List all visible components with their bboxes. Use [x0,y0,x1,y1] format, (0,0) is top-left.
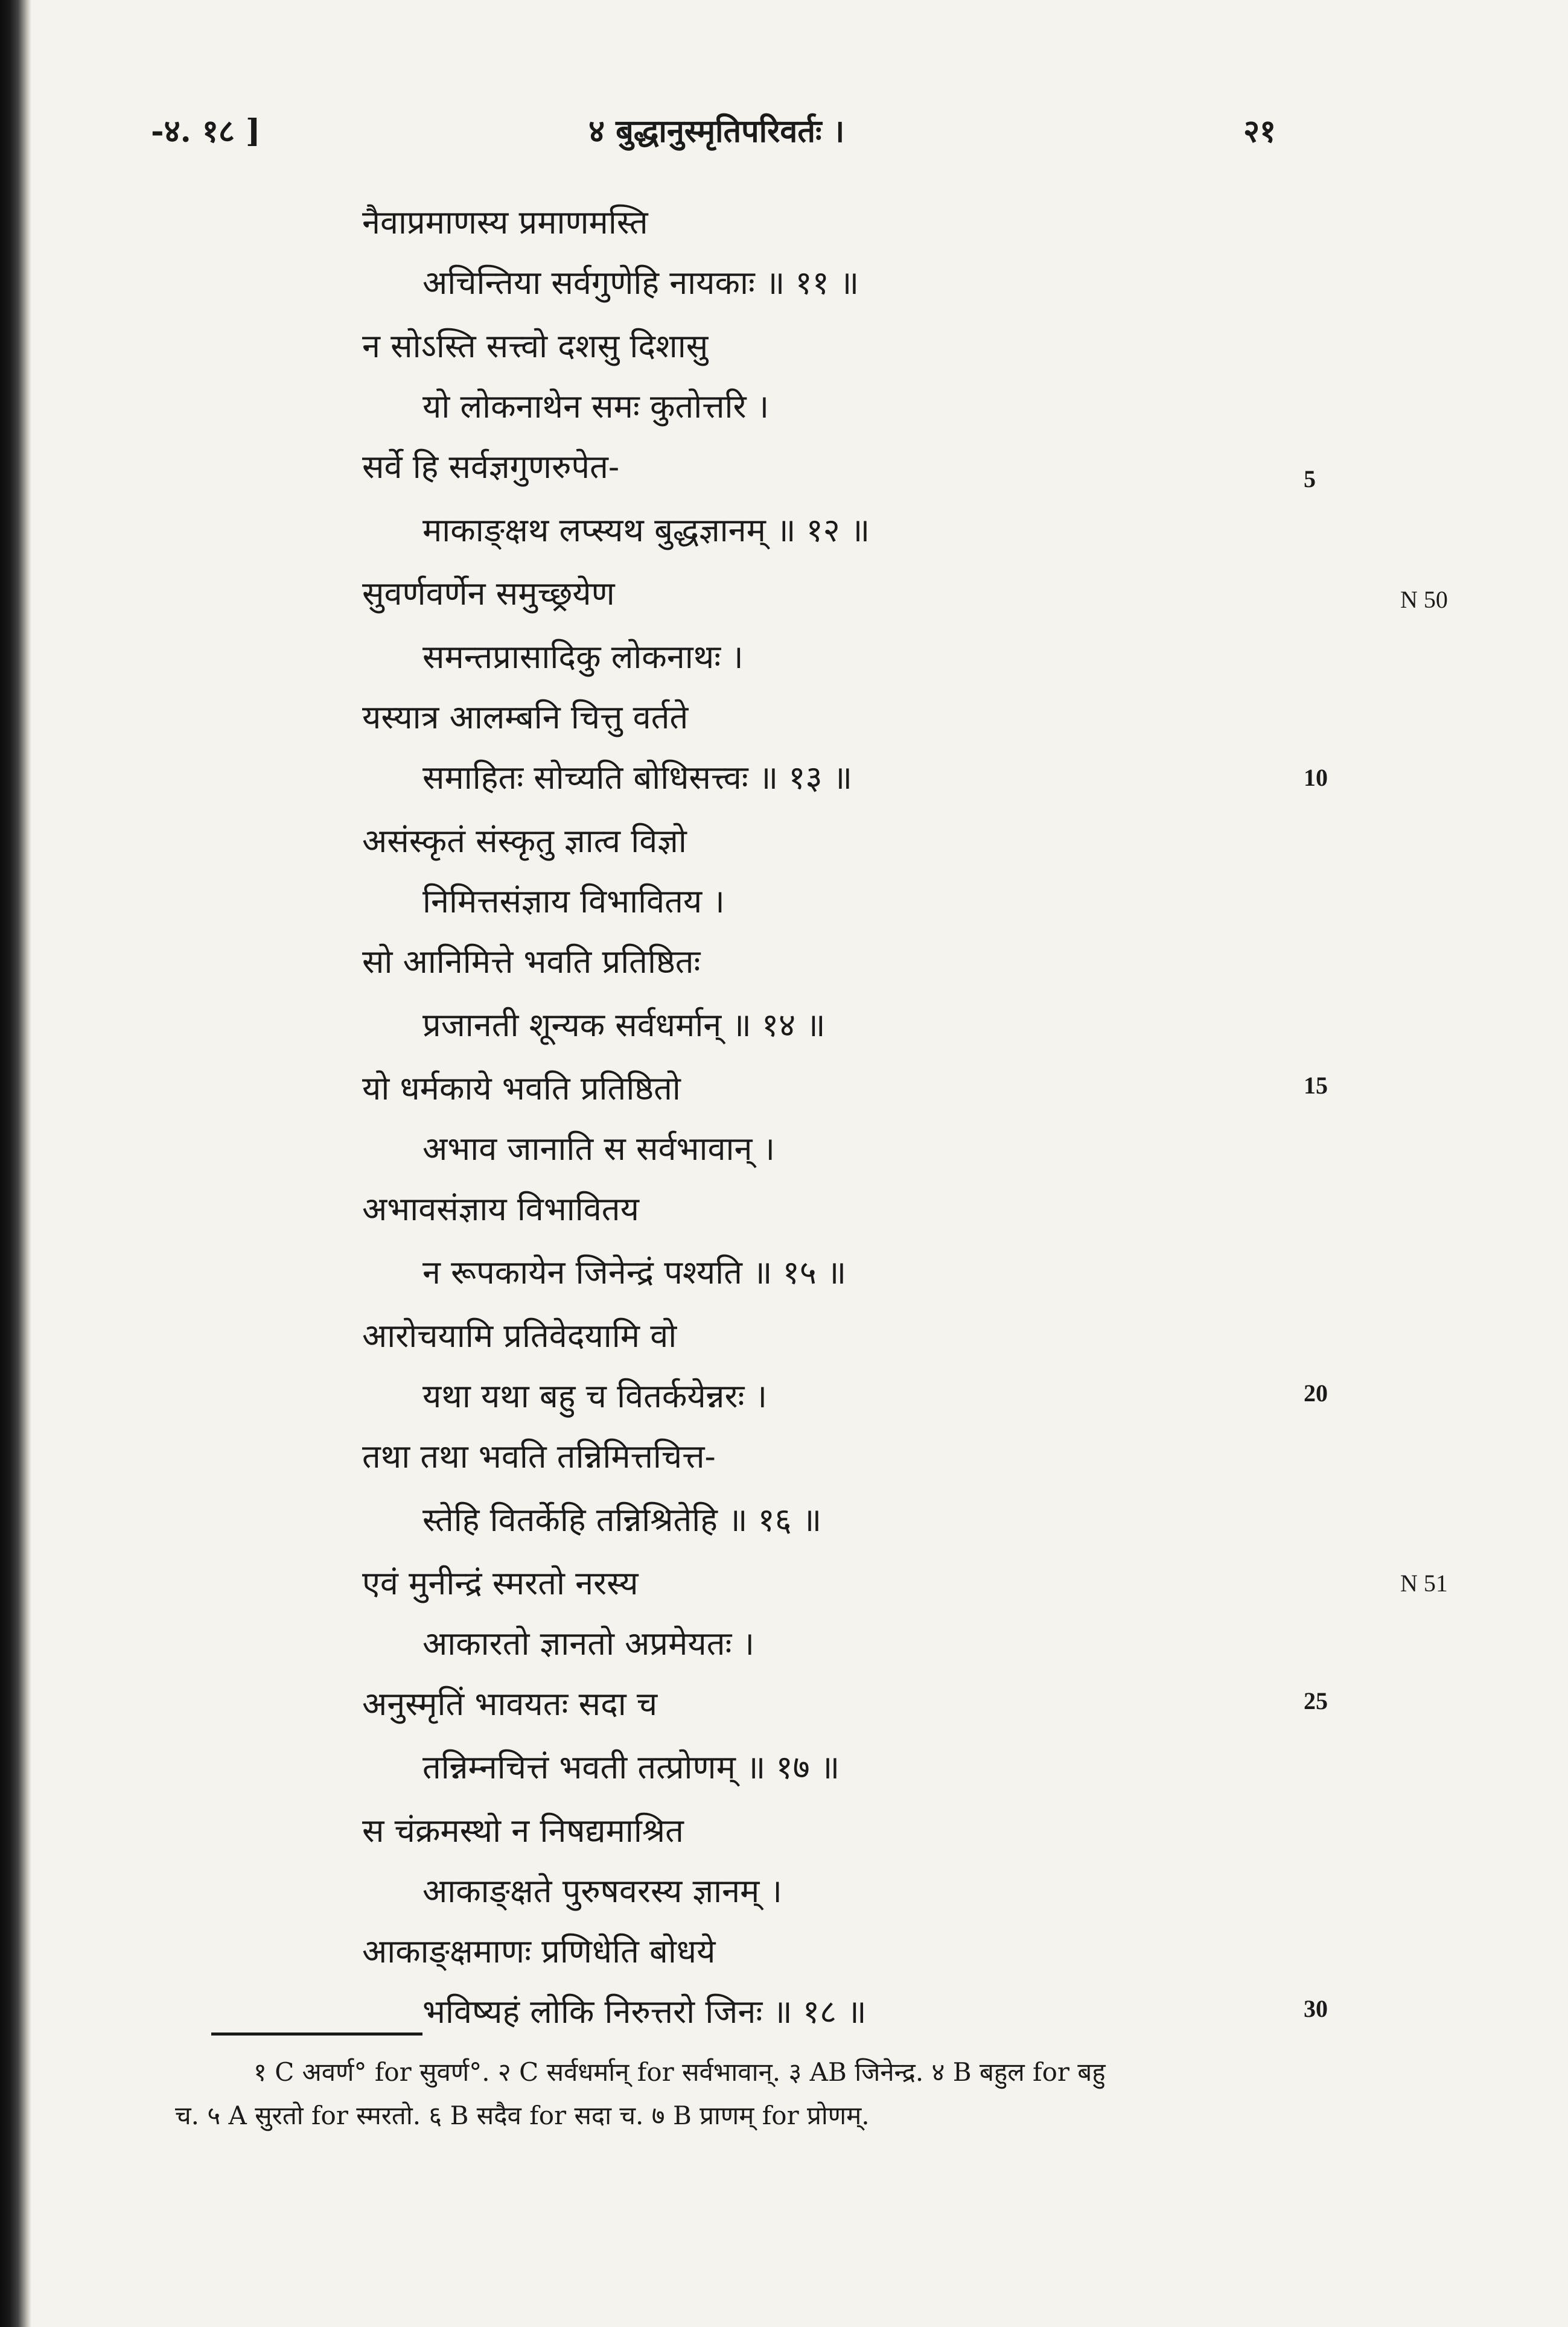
verse-line: अचिन्तिया सर्वगुणेहि नायकाः ॥ ११ ॥ [422,264,859,302]
verse-line: समाहितः सोच्यति बोधिसत्त्वः ॥ १३ ॥ [422,759,853,797]
verse-line: अभावसंज्ञाय विभावितय [362,1190,639,1228]
verse-line: आकारतो ज्ञानतो अप्रमेयतः । [422,1625,755,1663]
line-number: 30 [1304,1995,1328,2022]
line-number: 10 [1304,764,1328,791]
line-number: 25 [1304,1687,1328,1714]
verse-line: स्तेहि वितर्केहि तन्निश्रितेहि ॥ १६ ॥ [422,1501,822,1539]
footnote-line: १ C अवर्ण° for सुवर्ण°. २ C सर्वधर्मान् for सर्वभावान्. ३ AB जिनेन्द्र. ४ B बहुल for बहु [253,2057,1106,2087]
verse-line: न सोऽस्ति सत्त्वो दशसु दिशासु [362,327,709,365]
verse-line: सुवर्णवर्णेन समुच्छ्रयेण [362,575,615,613]
manuscript-ref: N 50 [1400,586,1448,613]
book-spine-shadow [0,0,31,2327]
verse-line: भविष्यहं लोकि निरुत्तरो जिनः ॥ १८ ॥ [422,1993,867,2031]
verse-line: समन्तप्रासादिकु लोकनाथः । [422,638,744,676]
running-head-left: -४. १८ ] [151,113,261,150]
verse-line: यथा यथा बहु च वितर्कयेन्नरः । [422,1377,768,1415]
verse-line: माकाङ्क्षथ लप्स्यथ बुद्धज्ञानम् ॥ १२ ॥ [422,511,870,549]
verse-line: यो लोकनाथेन समः कुतोत्तरि । [422,387,770,425]
verse-line: आकाङ्क्षमाणः प्रणिधेति बोधये [362,1932,716,1970]
verse-line: एवं मुनीन्द्रं स्मरतो नरस्य [362,1564,639,1602]
line-number: 15 [1304,1072,1328,1099]
running-head-title: ४ बुद्धानुस्मृतिपरिवर्तः । [588,113,845,150]
verse-line: तथा तथा भवति तन्निमित्तचित्त- [362,1437,716,1475]
verse-line: सर्वे हि सर्वज्ञगुणरुपेत- [362,448,620,486]
verse-line: तन्निम्नचित्तं भवती तत्प्रोणम् ॥ १७ ॥ [422,1748,840,1786]
verse-line: आकाङ्क्षते पुरुषवरस्य ज्ञानम् । [422,1872,782,1910]
verse-line: न रूपकायेन जिनेन्द्रं पश्यति ॥ १५ ॥ [422,1253,847,1291]
verse-line: सो आनिमित्ते भवति प्रतिष्ठितः [362,943,701,981]
verse-line: आरोचयामि प्रतिवेदयामि वो [362,1317,677,1355]
footnote-line: च. ५ A सुरतो for स्मरतो. ६ B सदैव for सदा च. ७ B प्राणम् for प्रोणम्. [175,2101,870,2130]
verse-line: अभाव जानाति स सर्वभावान् । [422,1130,776,1168]
page-number: २१ [1243,113,1276,150]
verse-line: यो धर्मकाये भवति प्रतिष्ठितो [362,1069,681,1107]
verse-line: अनुस्मृतिं भावयतः सदा च [362,1685,658,1723]
verse-line: निमित्तसंज्ञाय विभावितय । [422,882,725,920]
line-number: 20 [1304,1380,1328,1407]
footnote-divider [211,2033,422,2036]
verse-line: स चंक्रमस्थो न निषद्यमाश्रित [362,1812,684,1850]
line-number: 5 [1304,465,1316,492]
verse-line: नैवाप्रमाणस्य प्रमाणमस्ति [362,203,648,241]
verse-line: प्रजानती शून्यक सर्वधर्मान् ॥ १४ ॥ [422,1006,826,1044]
manuscript-ref: N 51 [1400,1570,1448,1597]
verse-line: असंस्कृतं संस्कृतु ज्ञात्व विज्ञो [362,822,687,860]
verse-line: यस्यात्र आलम्बनि चित्तु वर्तते [362,698,689,736]
